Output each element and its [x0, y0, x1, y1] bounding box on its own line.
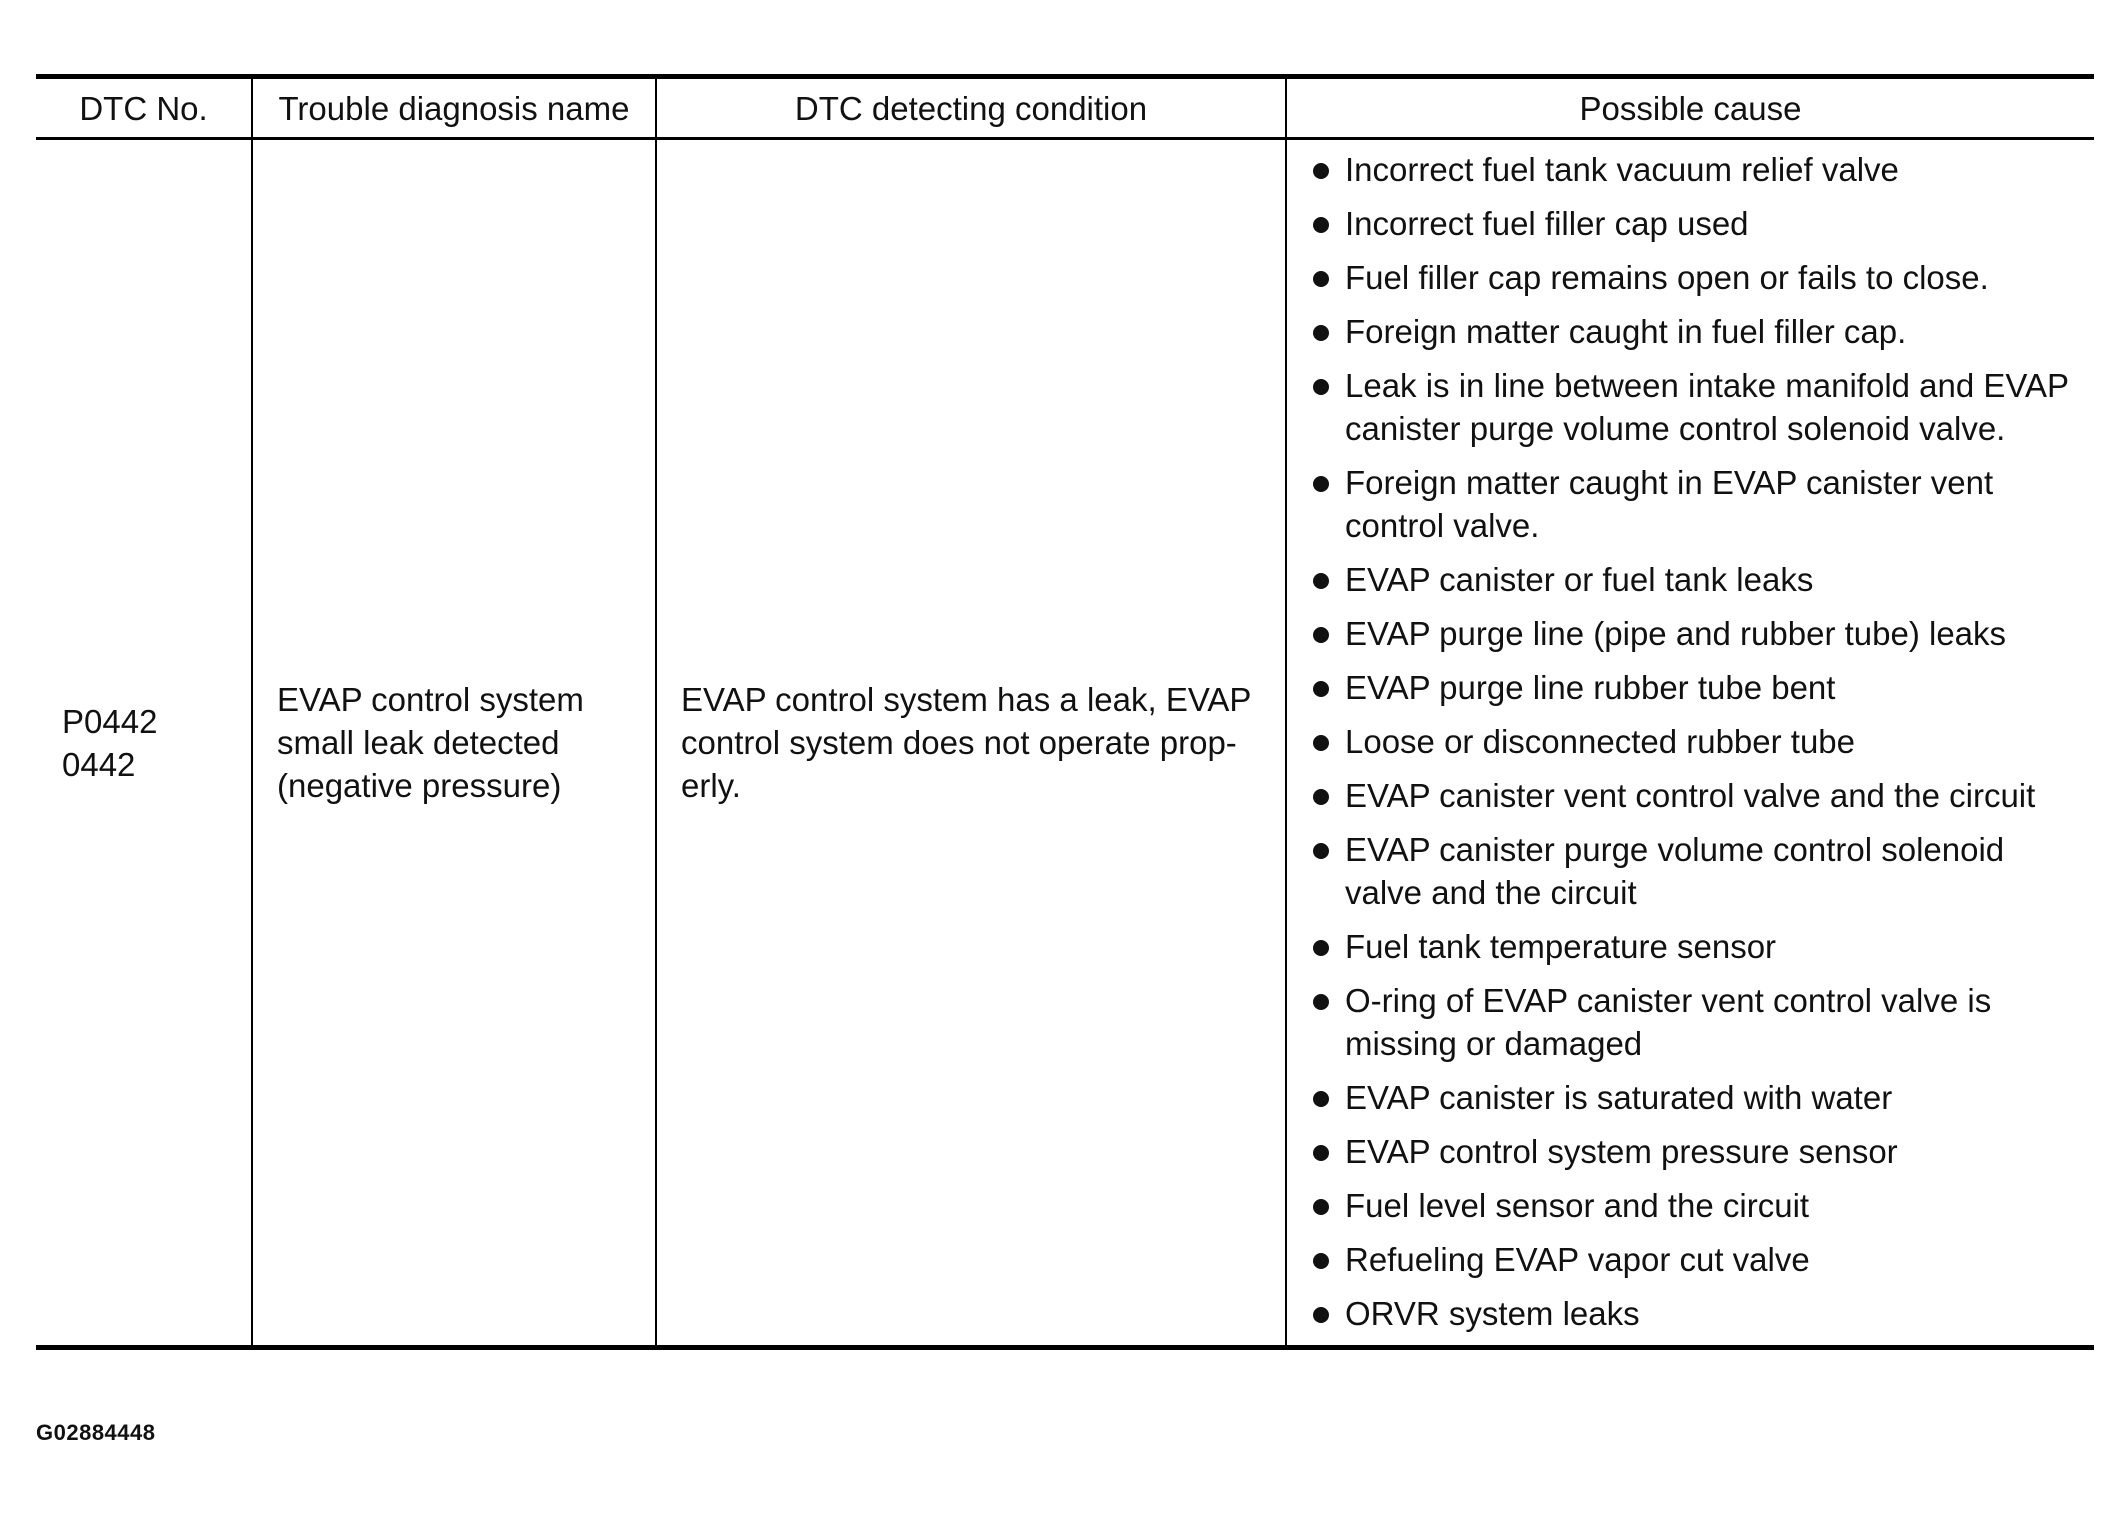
cause-item: Incorrect fuel filler cap used	[1313, 202, 2084, 245]
dtc-table-sheet	[36, 74, 2094, 1350]
detecting-condition-line: erly.	[681, 767, 741, 804]
header-dtc-detecting-condition: DTC detecting condition	[656, 77, 1286, 139]
diagnosis-name-line: (negative pressure)	[277, 767, 562, 804]
diagnosis-name-line: EVAP control system	[277, 681, 584, 718]
cause-item: Fuel tank temperature sensor	[1313, 925, 2084, 968]
cause-item: EVAP canister vent control valve and the circuit	[1313, 774, 2084, 817]
cause-item: Loose or disconnected rubber tube	[1313, 720, 2084, 763]
dtc-code-short: 0442	[62, 745, 136, 783]
cause-item: Fuel filler cap remains open or fails to close.	[1313, 256, 2084, 299]
possible-cause-cell	[1286, 139, 2094, 1348]
detecting-condition-line: EVAP control system has a leak, EVAP	[681, 681, 1252, 718]
cause-item: Incorrect fuel tank vacuum relief valve	[1313, 148, 2084, 191]
cause-item: EVAP canister purge volume control solenoid valve and the circuit	[1313, 828, 2084, 914]
cause-item: EVAP purge line rubber tube bent	[1313, 666, 2084, 709]
table-row	[36, 139, 2094, 1348]
diagnosis-name-line: small leak detected	[277, 724, 560, 761]
cause-item: O-ring of EVAP canister vent control valve is missing or damaged	[1313, 979, 2084, 1065]
cause-item: Fuel level sensor and the circuit	[1313, 1184, 2084, 1227]
cause-item: ORVR system leaks	[1313, 1292, 2084, 1335]
cause-item: Foreign matter caught in EVAP canister vent control valve.	[1313, 461, 2084, 547]
header-row	[36, 77, 2094, 139]
dtc-table	[36, 74, 2094, 1350]
cause-item: Refueling EVAP vapor cut valve	[1313, 1238, 2084, 1281]
detecting-condition-line: control system does not operate prop-	[681, 724, 1237, 761]
possible-cause-list	[1313, 148, 2084, 1335]
header-trouble-diagnosis-name: Trouble diagnosis name	[252, 77, 656, 139]
cause-item: Leak is in line between intake manifold and EVAP canister purge volume control solenoid valve.	[1313, 364, 2084, 450]
cause-item: EVAP control system pressure sensor	[1313, 1130, 2084, 1173]
cause-item: EVAP purge line (pipe and rubber tube) leaks	[1313, 612, 2084, 655]
header-dtc-no: DTC No.	[79, 89, 208, 127]
cause-item: Foreign matter caught in fuel filler cap.	[1313, 310, 2084, 353]
dtc-code: P0442	[62, 702, 158, 740]
header-possible-cause: Possible cause	[1286, 77, 2094, 139]
dtc-no-cell	[36, 139, 252, 1348]
detecting-condition-cell	[656, 139, 1286, 1348]
cause-item: EVAP canister or fuel tank leaks	[1313, 558, 2084, 601]
diagnosis-name-cell	[252, 139, 656, 1348]
figure-id: G02884448	[36, 1420, 156, 1445]
cause-item: EVAP canister is saturated with water	[1313, 1076, 2084, 1119]
